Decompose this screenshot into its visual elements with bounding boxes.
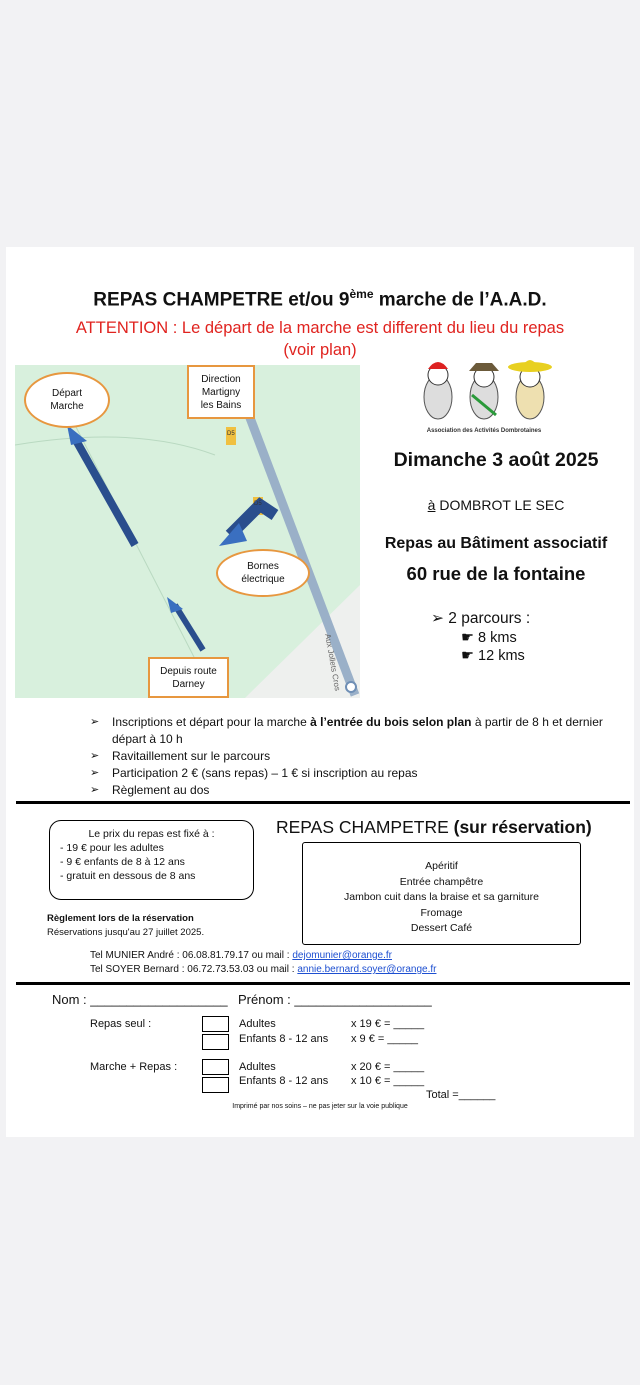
price-line-4: x 10 € = _____ [351,1075,425,1087]
adultes-label-2: Adultes [239,1061,276,1073]
checkbox-marche-enfants[interactable] [202,1077,229,1093]
arrow-bullet-icon: ➢ [431,610,449,627]
warning-line-1: ATTENTION : Le départ de la marche est different du lieu du repas [75,319,565,337]
email-link-munier[interactable]: dejomunier@orange.fr [292,950,392,961]
parcours-block [431,609,530,664]
menu-item: Fromage [420,906,463,919]
menu-item: Entrée champêtre [399,875,484,888]
flyer-title: REPAS CHAMPETRE et/ou 9ème marche de l’A.A.D. [93,287,547,311]
price-box [49,820,254,900]
bullet-ravitaillement: ➢ Ravitaillement sur le parcours [90,748,630,765]
road-number-label-1: D5 [227,431,235,437]
bullet-reglement: ➢ Règlement au dos [90,782,630,799]
deadline-note: Réservations jusqu'au 27 juillet 2025. [47,927,205,938]
info-bullets [90,714,630,799]
meal-address: 60 rue de la fontaine [406,563,586,584]
association-logo [414,355,554,435]
menu-item: Dessert Café [410,922,473,934]
bornes-electrique-label: Bornes électrique [216,549,310,597]
event-place: à DOMBROT LE SEC [427,497,565,513]
bullet-participation: ➢ Participation 2 € (sans repas) – 1 € si inscription au repas [90,765,630,782]
contacts [90,949,436,977]
parcours-8km: 8 kms [478,630,517,646]
adultes-label: Adultes [239,1018,276,1030]
menu-item: Apéritif [425,860,458,872]
parcours-label: 2 parcours : [448,610,531,627]
menu-scroll [302,842,581,945]
prenom-field[interactable]: Prénom : ___________________ [238,992,432,1007]
parcours-12km: 12 kms [478,648,525,664]
bullet-inscriptions: ➢ Inscriptions et départ pour la marche à l’entrée du bois selon plan à partir de 8 h et dernier départ à 10 h [90,714,630,748]
menu-item: Jambon cuit dans la braise et sa garniture [344,891,539,903]
flyer-page [6,247,634,1137]
event-date: Dimanche 3 août 2025 [393,449,599,471]
price-adults: - 19 € pour les adultes [60,842,164,854]
divider-1 [16,801,630,804]
road-number-label-2: D5 [254,501,262,507]
depart-marche-label: Départ Marche [24,372,110,428]
enfants-label: Enfants 8 - 12 ans [239,1033,329,1045]
enfants-label-2: Enfants 8 - 12 ans [239,1075,329,1087]
price-line-1: x 19 € = _____ [351,1018,425,1030]
pointing-hand-icon: ☛ [461,648,479,664]
warning-line-2: (voir plan) [283,341,357,359]
route-map [15,365,360,698]
reglement-note: Règlement lors de la réservation [47,913,194,924]
repas-seul-label: Repas seul : [90,1018,152,1030]
direction-label: Direction Martigny les Bains [187,365,255,419]
print-footer: Imprimé par nos soins – ne pas jeter sur la voie publique [232,1103,408,1110]
logo-characters [414,355,554,423]
checkbox-repas-enfants[interactable] [202,1034,229,1050]
road-name-label: Aux Jollets Cros [323,633,343,692]
logo-caption: Association des Activités Dombrotaines [426,428,542,434]
price-line-3: x 20 € = _____ [351,1061,425,1073]
contact-munier: Tel MUNIER André : 06.08.81.79.17 ou mail : dejomunier@orange.fr [90,950,392,961]
price-free: - gratuit en dessous de 8 ans [60,870,196,882]
checkbox-repas-adultes[interactable] [202,1016,229,1032]
total-line: Total =______ [426,1089,496,1101]
price-intro: Le prix du repas est fixé à : [88,828,215,840]
meal-location: Repas au Bâtiment associatif [384,535,608,552]
email-link-soyer[interactable]: annie.bernard.soyer@orange.fr [297,964,437,975]
contact-soyer: Tel SOYER Bernard : 06.72.73.53.03 ou mail : annie.bernard.soyer@orange.fr [90,964,437,975]
repas-champetre-title: REPAS CHAMPETRE (sur réservation) [276,817,592,837]
price-children: - 9 € enfants de 8 à 12 ans [60,856,185,868]
nom-field[interactable]: Nom : ___________________ [52,992,228,1007]
marche-repas-label: Marche + Repas : [90,1061,178,1073]
price-line-2: x 9 € = _____ [351,1033,418,1045]
divider-2 [16,982,630,985]
checkbox-marche-adultes[interactable] [202,1059,229,1075]
depuis-route-label: Depuis route Darney [148,657,229,698]
pointing-hand-icon: ☛ [461,630,479,646]
